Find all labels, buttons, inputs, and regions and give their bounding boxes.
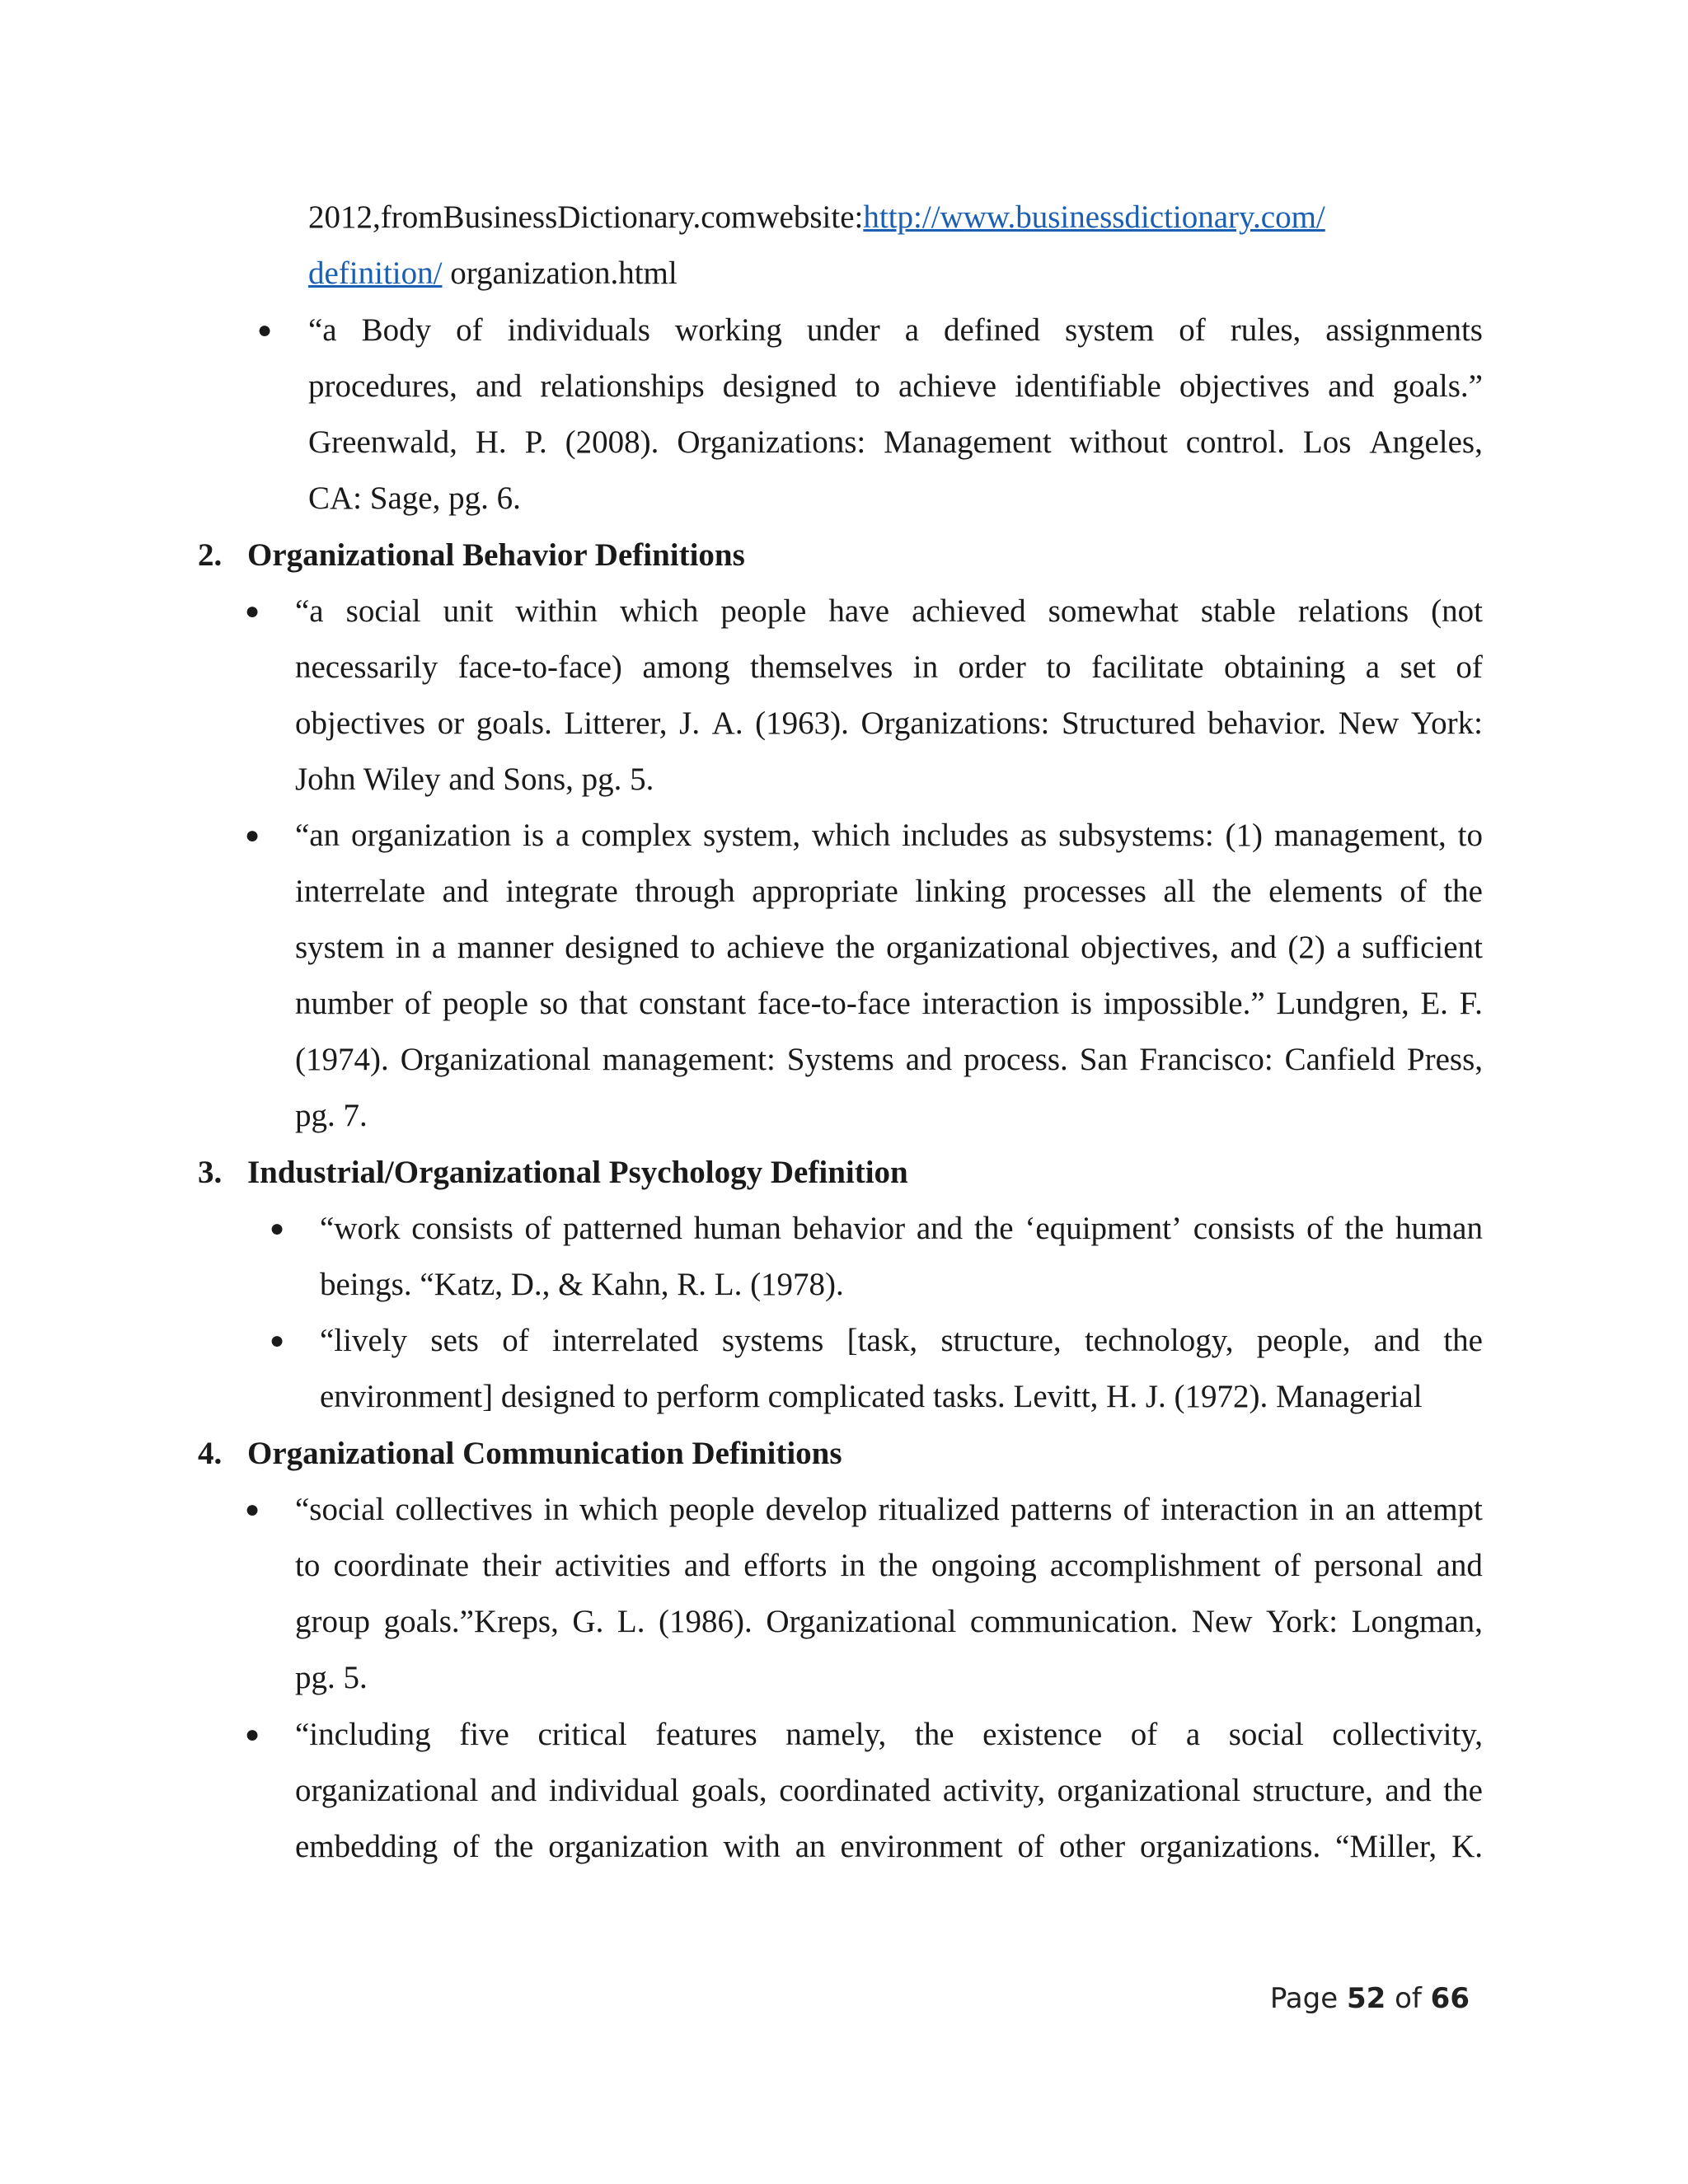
list-item-line: John Wiley and Sons, pg. 5. <box>295 762 654 797</box>
bullet-icon: ● <box>245 1496 260 1523</box>
reference-prefix: 2012,fromBusinessDictionary.comwebsite: <box>308 199 864 235</box>
bullet-icon: ● <box>245 822 260 849</box>
list-item-line: procedures, and relationships designed to achieve identifiable objectives and goals.” <box>308 368 1483 404</box>
list-item-line: objectives or goals. Litterer, J. A. (1963). Organizations: Structured behavior. New York: <box>295 705 1483 741</box>
list-item-line: CA: Sage, pg. 6. <box>308 480 521 516</box>
page-label: Page <box>1269 1982 1339 2015</box>
reference-line <box>308 190 1325 246</box>
reference-suffix: organization.html <box>442 255 678 291</box>
reference-line <box>308 246 678 302</box>
reference-link[interactable]: definition/ <box>308 255 443 291</box>
list-item-line: to coordinate their activities and efforts in the ongoing accomplishment of personal and <box>295 1548 1483 1583</box>
list-item-line: beings. “Katz, D., & Kahn, R. L. (1978). <box>320 1267 844 1302</box>
list-item-line: organizational and individual goals, coordinated activity, organizational structure, and the <box>295 1773 1483 1808</box>
section-title: Industrial/Organizational Psychology Definition <box>247 1155 908 1190</box>
section-title: Organizational Communication Definitions <box>247 1436 842 1471</box>
list-item-line: system in a manner designed to achieve the organizational objectives, and (2) a sufficient <box>295 930 1483 965</box>
section-number: 2. <box>198 537 223 573</box>
list-item-line: “a Body of individuals working under a defined system of rules, assignments <box>308 312 1483 348</box>
list-item-line: group goals.”Kreps, G. L. (1986). Organizational communication. New York: Longman, <box>295 1604 1483 1639</box>
section-number: 3. <box>198 1155 223 1190</box>
list-item-line: “lively sets of interrelated systems [task, structure, technology, people, and the <box>320 1323 1483 1358</box>
total-pages: 66 <box>1430 1982 1470 2015</box>
bullet-icon: ● <box>257 316 273 344</box>
list-item-line: “including five critical features namely, the existence of a social collectivity, <box>295 1717 1483 1752</box>
list-item-line: “social collectives in which people develop ritualized patterns of interaction in an attempt <box>295 1492 1483 1527</box>
list-item-line: interrelate and integrate through appropriate linking processes all the elements of the <box>295 874 1483 909</box>
list-item-line: (1974). Organizational management: Systems and process. San Francisco: Canfield Press, <box>295 1042 1483 1077</box>
bullet-icon: ● <box>245 1721 260 1748</box>
of-label: of <box>1395 1982 1422 2015</box>
page-number: 52 <box>1346 1982 1386 2015</box>
list-item-line: pg. 5. <box>295 1660 368 1695</box>
bullet-icon: ● <box>245 598 260 625</box>
list-item-line: number of people so that constant face-to-face interaction is impossible.” Lundgren, E. F. <box>295 986 1483 1021</box>
list-item-line: “an organization is a complex system, which includes as subsystems: (1) management, to <box>295 818 1483 853</box>
list-item-line: necessarily face-to-face) among themselves in order to facilitate obtaining a set of <box>295 649 1483 685</box>
list-item-line: “work consists of patterned human behavior and the ‘equipment’ consists of the human <box>320 1211 1483 1246</box>
page-footer <box>1270 1978 1470 2019</box>
section-number: 4. <box>198 1436 223 1471</box>
list-item-line: “a social unit within which people have achieved somewhat stable relations (not <box>295 593 1483 629</box>
list-item-line: Greenwald, H. P. (2008). Organizations: Management without control. Los Angeles, <box>308 424 1483 460</box>
list-item-line: embedding of the organization with an environment of other organizations. “Miller, K. <box>295 1829 1483 1864</box>
section-title: Organizational Behavior Definitions <box>247 537 745 573</box>
reference-link[interactable]: http://www.businessdictionary.com/ <box>863 199 1325 235</box>
bullet-icon: ● <box>270 1327 285 1354</box>
bullet-icon: ● <box>270 1215 285 1242</box>
list-item-line: environment] designed to perform complicated tasks. Levitt, H. J. (1972). Managerial <box>320 1379 1423 1414</box>
list-item-line: pg. 7. <box>295 1098 368 1133</box>
